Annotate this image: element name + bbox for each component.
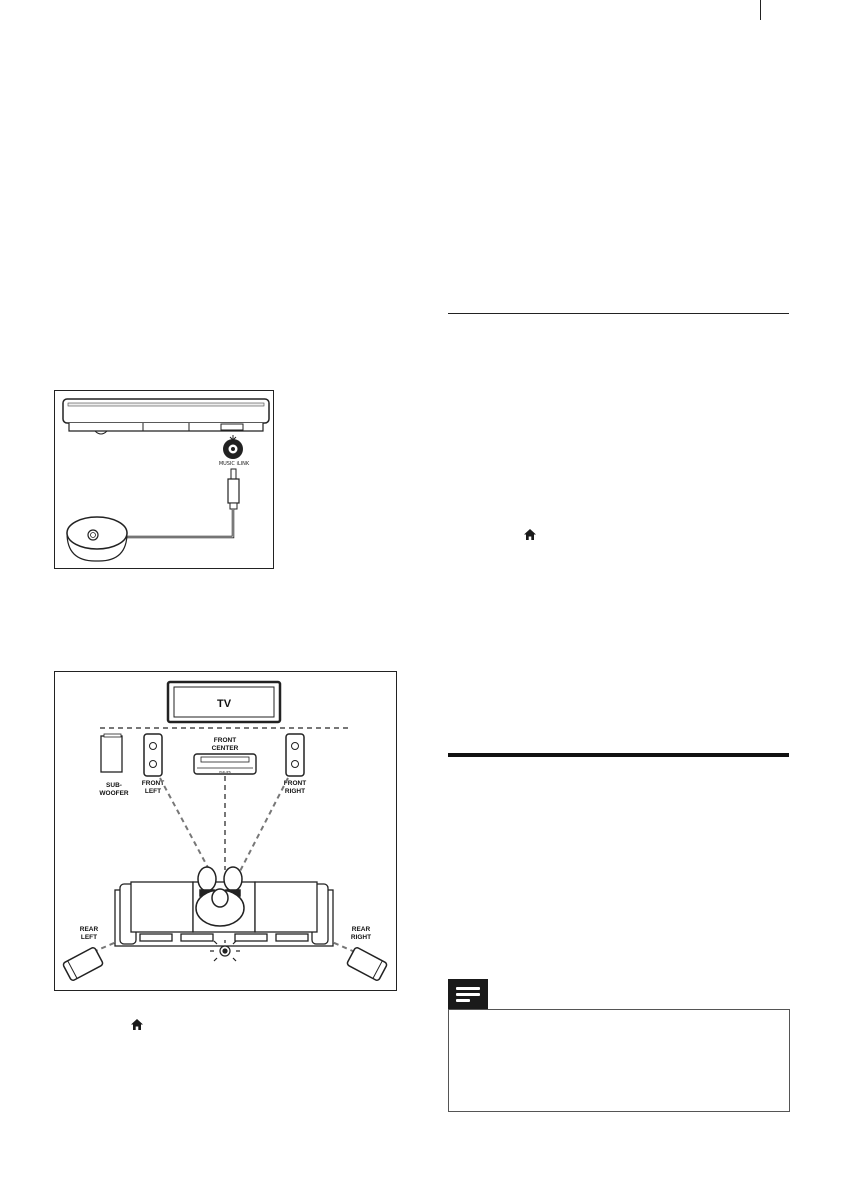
subwoofer-label-2: WOOFER	[99, 790, 129, 797]
connection-diagram	[54, 390, 274, 569]
speaker-placement-diagram	[54, 671, 397, 991]
rear-right-label: REAR	[351, 926, 371, 933]
front-left-speaker	[144, 734, 162, 776]
subwoofer	[101, 736, 122, 772]
section-rule-thick	[448, 753, 789, 757]
rear-right-label-2: RIGHT	[350, 934, 372, 941]
front-right-label-2: RIGHT	[284, 788, 306, 795]
tv-label: TV	[216, 698, 232, 710]
home-icon	[523, 528, 537, 541]
connection-illustration	[55, 391, 273, 568]
speaker-placement-illustration	[55, 672, 396, 990]
column-divider-top	[760, 0, 761, 20]
rear-left-label: REAR	[79, 926, 99, 933]
front-center-label: FRONT	[213, 737, 237, 744]
rear-left-speaker	[62, 947, 103, 982]
front-right-label: FRONT	[283, 780, 307, 787]
front-left-label-2: LEFT	[144, 788, 162, 795]
note-box	[448, 1009, 790, 1112]
audio-plug	[228, 479, 239, 503]
jack-label: MUSIC iLINK	[218, 461, 250, 467]
audio-cable	[119, 509, 233, 537]
front-left-label: FRONT	[141, 780, 165, 787]
main-unit-top	[63, 399, 269, 423]
home-icon	[130, 1018, 144, 1031]
front-center-label-2: CENTER	[211, 745, 239, 752]
listener	[196, 867, 244, 926]
rear-right-speaker	[346, 947, 387, 982]
connector-port	[221, 424, 243, 430]
note-icon	[448, 979, 488, 1010]
rear-left-label-2: LEFT	[80, 934, 98, 941]
front-center-brand: PHILIPS	[219, 770, 231, 774]
front-right-speaker	[286, 734, 304, 776]
subwoofer-label: SUB-	[106, 782, 122, 789]
section-rule	[448, 313, 789, 314]
